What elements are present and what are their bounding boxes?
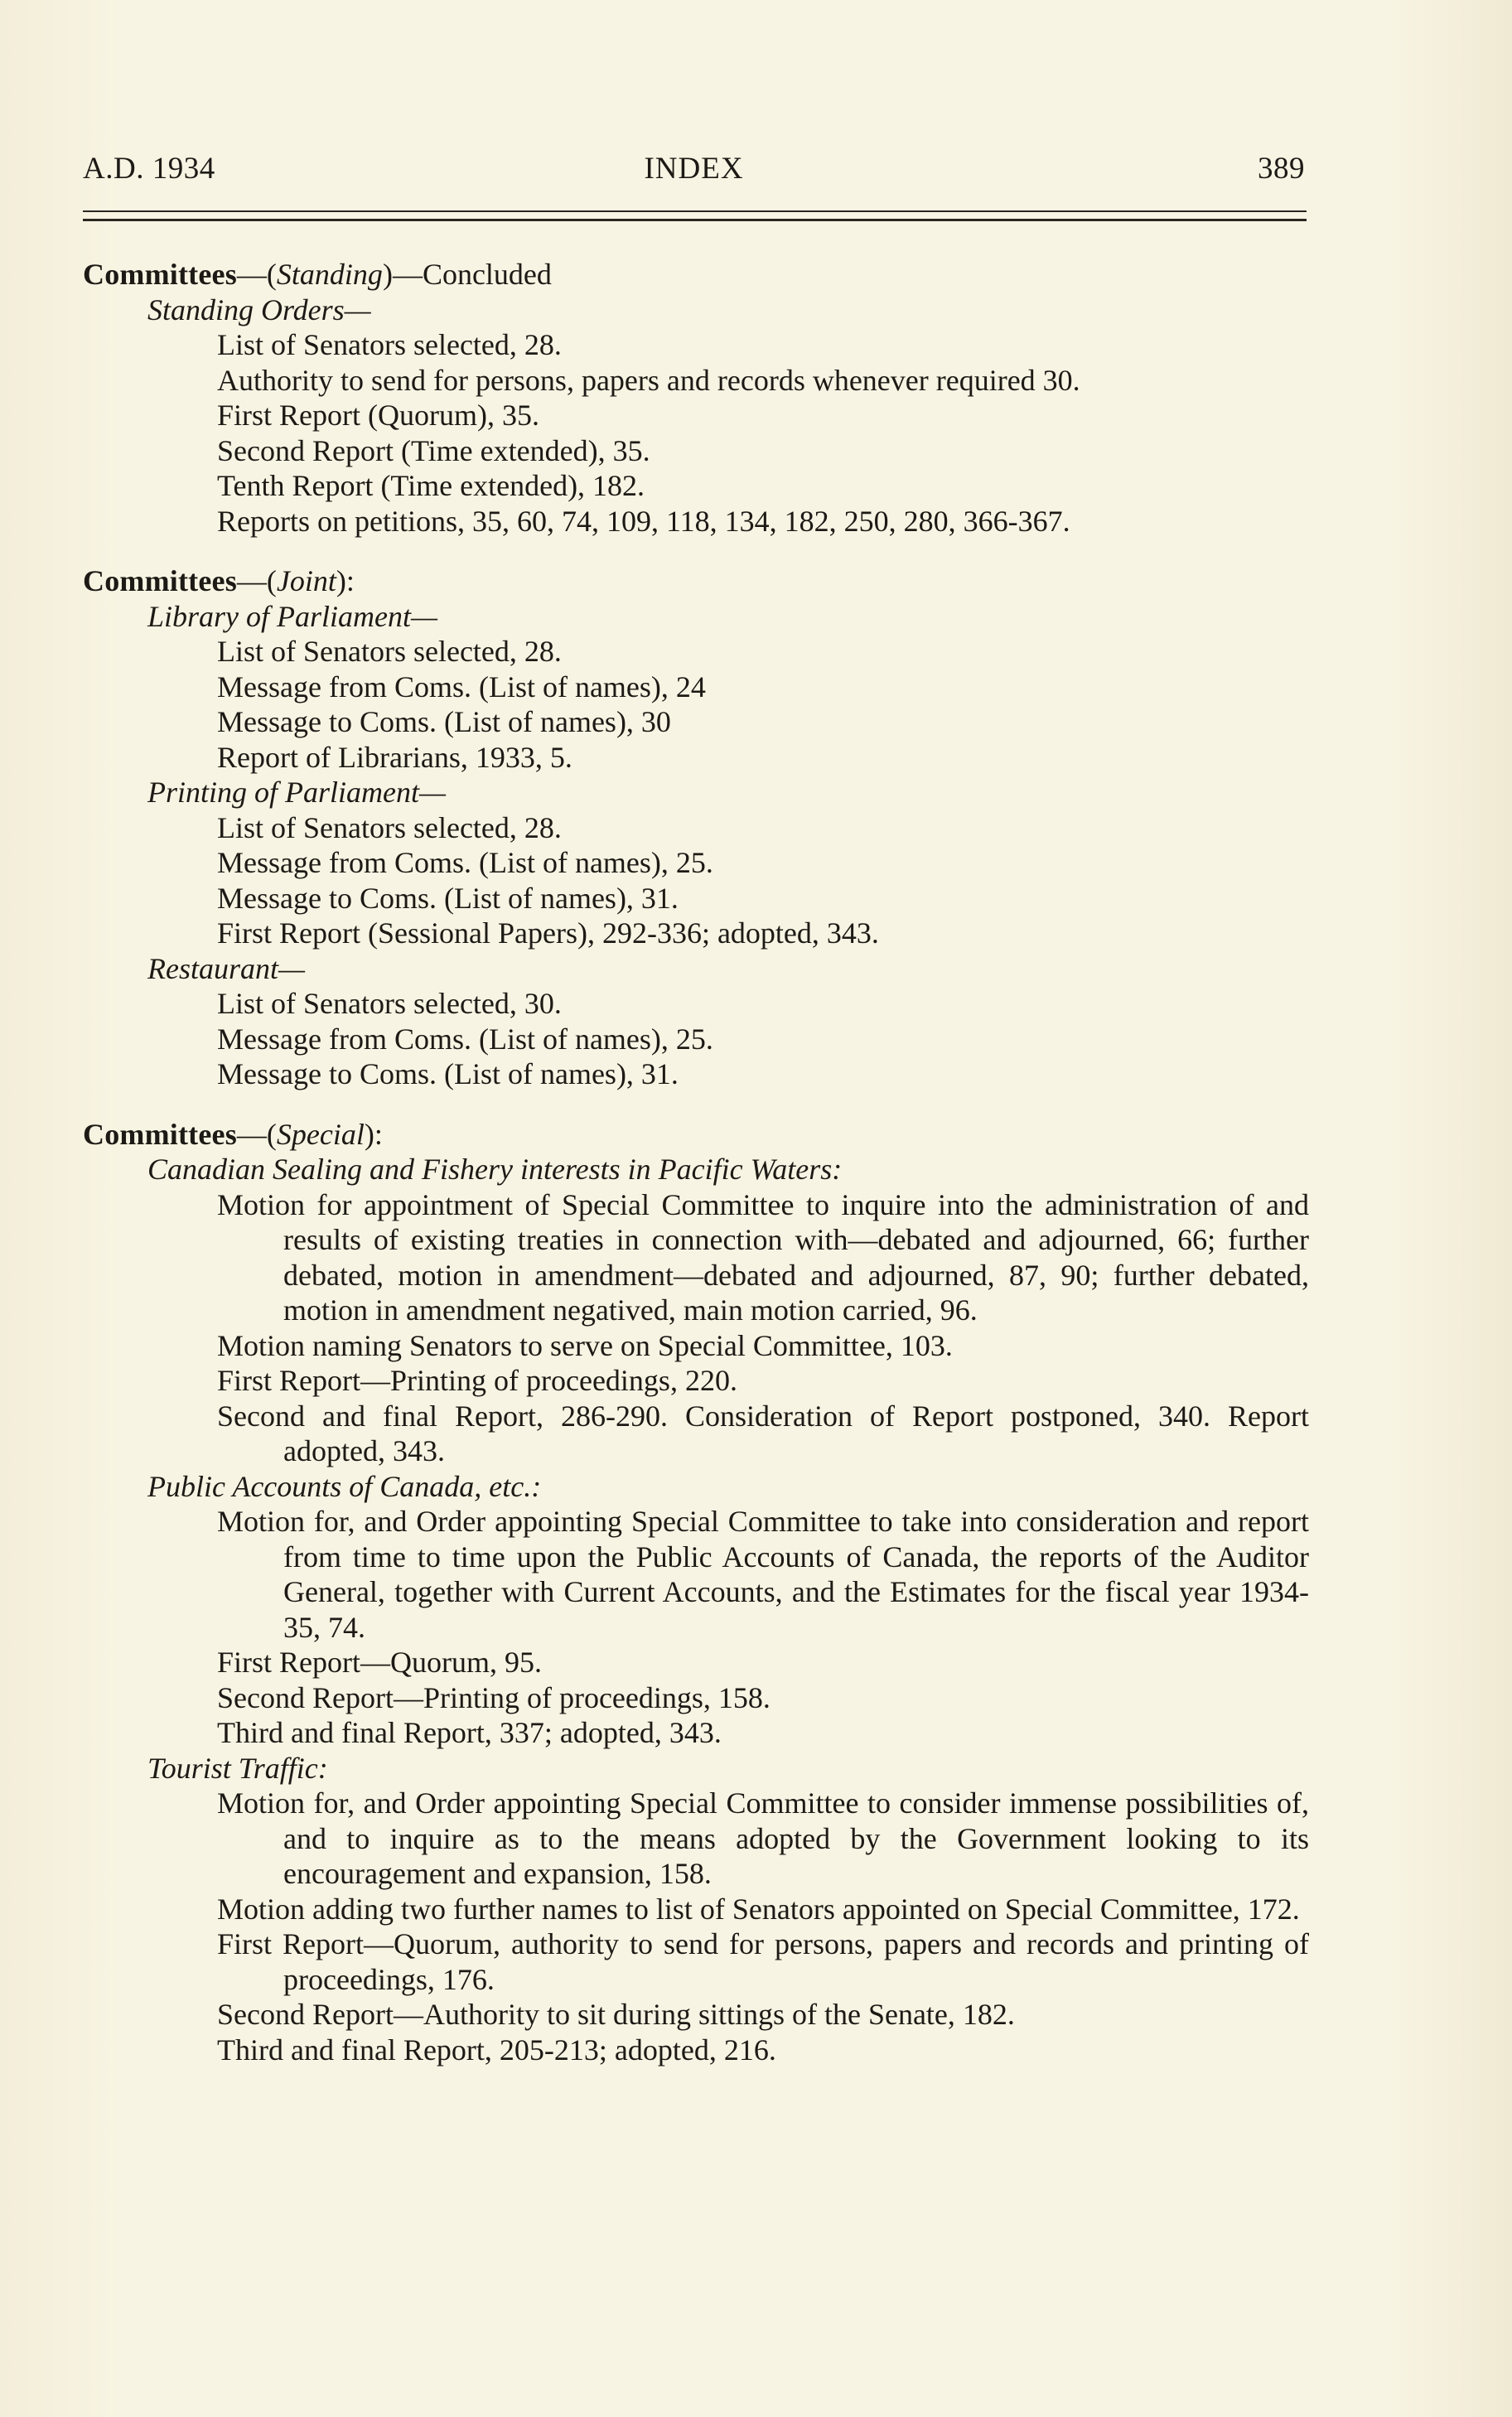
subheading-block: [83, 292, 1309, 539]
heading-suffix: —Concluded: [392, 258, 552, 291]
index-entry: List of Senators selected, 28.: [217, 328, 562, 361]
heading-qualifier: Standing: [276, 258, 383, 291]
index-entry: Message to Coms. (List of names), 31.: [217, 881, 679, 915]
subheading-block: [83, 599, 1309, 776]
index-entry: First Report—Quorum, 95.: [217, 1646, 542, 1679]
subheading-block: [83, 951, 1309, 1092]
index-entry: First Report—Quorum, authority to send for persons, papers and records and printing of proceedings, 176.: [217, 1927, 1309, 1996]
index-entry: Second Report—Authority to sit during sittings of the Senate, 182.: [217, 1998, 1015, 2031]
section-heading: Committees—(Standing)—Concluded: [83, 258, 552, 291]
subheading: Tourist Traffic:: [147, 1751, 328, 1785]
index-entry: Motion for, and Order appointing Special Committee to take into consideration and report from time to time upon the Public Accounts of Canada, the reports of the Auditor General, together with Current Accounts, and the Estimates for the fiscal year 1934-35, 74.: [217, 1505, 1309, 1644]
index-entry: Authority to send for persons, papers and records whenever required 30.: [217, 363, 1080, 397]
heading-qualifier: Joint: [276, 564, 336, 597]
subheading: Printing of Parliament—: [147, 776, 446, 809]
subheading: Canadian Sealing and Fishery interests in Pacific Waters:: [147, 1153, 843, 1186]
header-rule-thick: [83, 219, 1307, 221]
index-entry: Second Report (Time extended), 35.: [217, 433, 650, 467]
index-entry: Motion for appointment of Special Committee to inquire into the administration of and results of existing treaties in connection with—debated and adjourned, 66; further debated, motion in amendment—debated and adjourned, 87, 90; further debated, motion in amendment negatived, main motion carried, 96.: [217, 1187, 1309, 1327]
index-section-standing: [83, 257, 1309, 539]
index-entry: Reports on petitions, 35, 60, 74, 109, 118, 134, 182, 250, 280, 366-367.: [217, 504, 1070, 538]
index-entry: Third and final Report, 337; adopted, 343.: [217, 1716, 722, 1749]
subheading-block: [83, 1152, 1309, 1469]
header-rule-thin: [83, 210, 1307, 212]
header-title: INDEX: [644, 152, 744, 186]
index-entry: Report of Librarians, 1933, 5.: [217, 740, 572, 774]
subheading: Standing Orders—: [147, 292, 371, 326]
index-entry: List of Senators selected, 28.: [217, 635, 562, 668]
heading-term: Committees: [83, 1117, 237, 1151]
heading-term: Committees: [83, 258, 237, 291]
index-entry: Motion naming Senators to serve on Special Committee, 103.: [217, 1328, 953, 1362]
index-section-special: [83, 1117, 1309, 2068]
index-entry: Motion for, and Order appointing Special Committee to consider immense possibilities of, and to inquire as to the means adopted by the Government looking to its encouragement and expansion, 158.: [217, 1786, 1309, 1890]
index-entry: Message from Coms. (List of names), 25.: [217, 1022, 713, 1056]
running-header: [83, 151, 1305, 192]
heading-suffix: :: [374, 1117, 383, 1151]
index-entry: First Report (Sessional Papers), 292-336; adopted, 343.: [217, 916, 879, 950]
index-content: [83, 257, 1309, 2092]
index-entry: First Report (Quorum), 35.: [217, 399, 539, 432]
index-entry: Message from Coms. (List of names), 25.: [217, 846, 713, 879]
index-entry: Second Report—Printing of proceedings, 158.: [217, 1680, 770, 1714]
subheading-block: [83, 1751, 1309, 2068]
index-entry: Message from Coms. (List of names), 24: [217, 670, 706, 703]
subheading-block: [83, 775, 1309, 951]
subheading-block: [83, 1469, 1309, 1751]
subheading: Library of Parliament—: [147, 599, 438, 633]
section-heading: Committees—(Joint):: [83, 564, 355, 597]
index-entry: Message to Coms. (List of names), 30: [217, 705, 671, 738]
subheading: Restaurant—: [147, 951, 306, 985]
index-entry: Third and final Report, 205-213; adopted, 216.: [217, 2033, 776, 2067]
index-entry: Tenth Report (Time extended), 182.: [217, 469, 645, 502]
page-number: 389: [1258, 152, 1305, 186]
index-entry: List of Senators selected, 28.: [217, 810, 562, 844]
heading-suffix: :: [345, 564, 355, 597]
index-entry: Second and final Report, 286-290. Consideration of Report postponed, 340. Report adopted, 343.: [217, 1399, 1309, 1467]
index-entry: Message to Coms. (List of names), 31.: [217, 1057, 679, 1090]
section-heading: Committees—(Special):: [83, 1117, 383, 1151]
index-entry: List of Senators selected, 30.: [217, 987, 562, 1020]
heading-qualifier: Special: [276, 1117, 365, 1151]
header-year: A.D. 1934: [83, 152, 215, 186]
index-entry: Motion adding two further names to list of Senators appointed on Special Committee, 172.: [217, 1892, 1300, 1926]
heading-term: Committees: [83, 564, 237, 597]
index-entry: First Report—Printing of proceedings, 220.: [217, 1364, 737, 1397]
subheading: Public Accounts of Canada, etc.:: [147, 1469, 542, 1503]
index-section-joint: [83, 563, 1309, 1092]
